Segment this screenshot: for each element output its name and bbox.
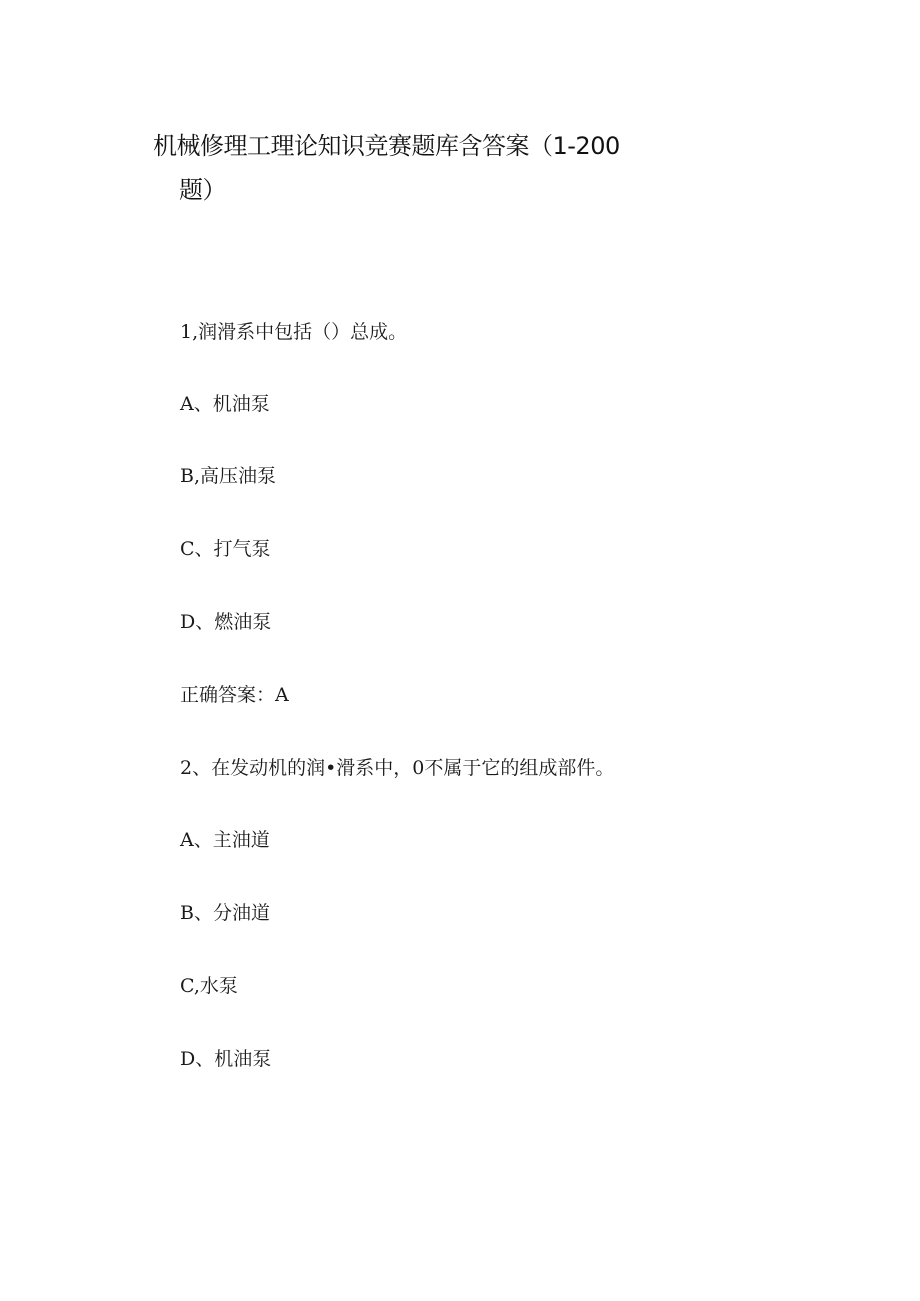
question-2-stem: 2、在发动机的润•滑系中，0不属于它的组成部件。 [180, 757, 615, 779]
document-title [153, 124, 673, 212]
question-1-option-a: A、机油泵 [180, 393, 270, 415]
question-2-option-b: B、分油道 [180, 902, 270, 924]
title-line-2: 题） [179, 176, 226, 204]
question-2-option-a: A、主油道 [180, 829, 270, 851]
question-1-stem: 1,润滑系中包括（）总成。 [180, 321, 408, 343]
question-1-option-d: D、燃油泵 [180, 611, 272, 633]
question-1-answer: 正确答案：A [180, 684, 289, 706]
question-2-option-d: D、机油泵 [180, 1048, 272, 1070]
question-2-option-c: C,水泵 [180, 975, 238, 997]
question-1-option-b: B,高压油泵 [180, 465, 277, 487]
question-1-option-c: C、打气泵 [180, 538, 271, 560]
title-line-1: 机械修理工理论知识竞赛题库含答案（1-200 [153, 132, 620, 160]
